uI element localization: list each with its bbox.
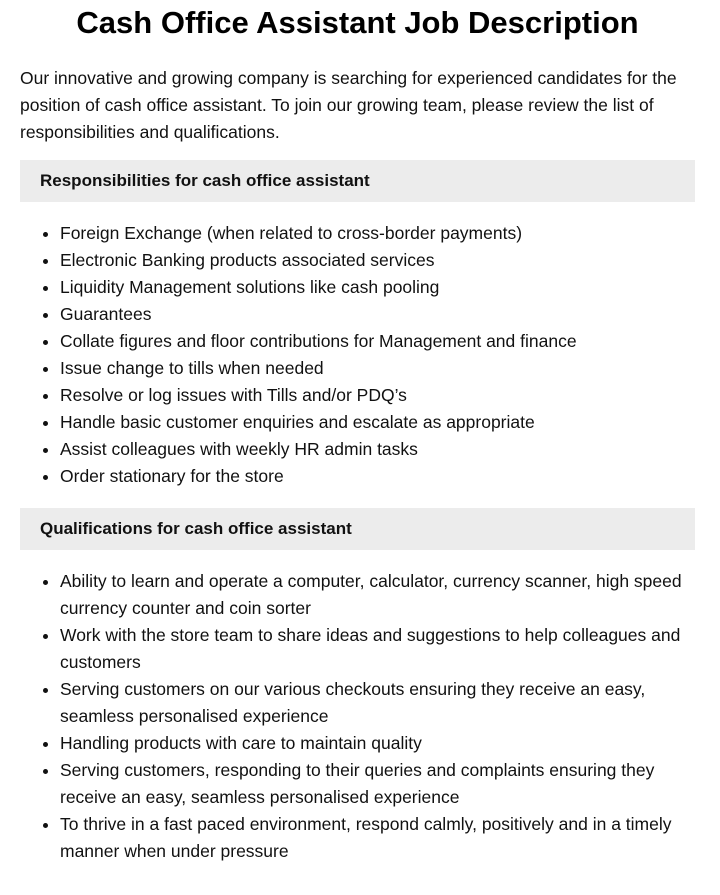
qualifications-heading: Qualifications for cash office assistant: [20, 508, 695, 550]
list-item: • Collate figures and floor contributions for Management and finance: [60, 328, 695, 355]
page-title: Cash Office Assistant Job Description: [76, 5, 639, 40]
list-item: • Work with the store team to share ideas and suggestions to help colleagues and customers: [60, 622, 695, 676]
list-item: • Resolve or log issues with Tills and/or PDQ’s: [60, 382, 695, 409]
list-item: • To thrive in a fast paced environment, respond calmly, positively and in a timely manner when under pressure: [60, 811, 695, 865]
list-item: • Guarantees: [60, 301, 695, 328]
list-item: • Electronic Banking products associated services: [60, 247, 695, 274]
list-item: • Handling products with care to maintain quality: [60, 730, 695, 757]
list-item: • Foreign Exchange (when related to cross-border payments): [60, 220, 695, 247]
list-item: • Handle basic customer enquiries and escalate as appropriate: [60, 409, 695, 436]
list-item: • Issue change to tills when needed: [60, 355, 695, 382]
responsibilities-list: [20, 220, 695, 490]
list-item: • Assist colleagues with weekly HR admin tasks: [60, 436, 695, 463]
intro-paragraph: Our innovative and growing company is searching for experienced candidates for the position of cash office assistant. To join our growing team, please review the list of responsibilities and qualifications.: [20, 68, 677, 142]
list-item: • Ability to learn and operate a computer, calculator, currency scanner, high speed currency counter and coin sorter: [60, 568, 695, 622]
list-item: • Serving customers on our various checkouts ensuring they receive an easy, seamless personalised experience: [60, 676, 695, 730]
responsibilities-heading: Responsibilities for cash office assistant: [20, 160, 695, 202]
list-item: • Liquidity Management solutions like cash pooling: [60, 274, 695, 301]
list-item: • Serving customers, responding to their queries and complaints ensuring they receive an easy, seamless personalised experience: [60, 757, 695, 811]
qualifications-list: [20, 568, 695, 865]
list-item: • Order stationary for the store: [60, 463, 695, 490]
